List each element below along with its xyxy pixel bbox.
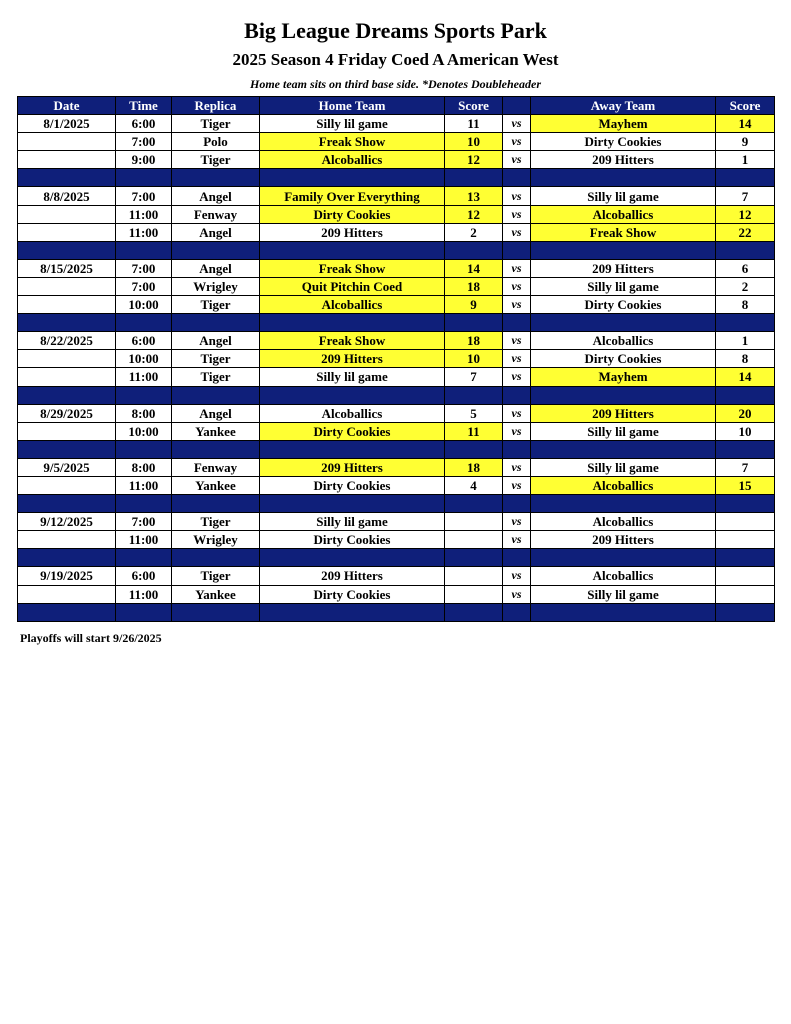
separator-cell: [445, 603, 503, 621]
separator-cell: [18, 495, 116, 513]
away-score: 1: [716, 151, 775, 169]
game-time: 8:00: [116, 404, 172, 422]
separator-cell: [531, 386, 716, 404]
away-team: Dirty Cookies: [531, 133, 716, 151]
separator-cell: [716, 495, 775, 513]
game-date: [18, 476, 116, 494]
game-time: 6:00: [116, 332, 172, 350]
home-score: 11: [445, 422, 503, 440]
separator-cell: [503, 549, 531, 567]
separator-cell: [716, 169, 775, 187]
home-score: 5: [445, 404, 503, 422]
home-team: Dirty Cookies: [260, 531, 445, 549]
vs-label: vs: [503, 133, 531, 151]
vs-label: vs: [503, 404, 531, 422]
column-header: Time: [116, 97, 172, 115]
playoffs-note: Playoffs will start 9/26/2025: [20, 631, 162, 645]
home-score: 2: [445, 223, 503, 241]
game-date: [18, 422, 116, 440]
away-score: [716, 567, 775, 585]
game-date: 9/12/2025: [18, 513, 116, 531]
vs-label: vs: [503, 205, 531, 223]
separator-cell: [172, 169, 260, 187]
away-score: 14: [716, 368, 775, 386]
game-row: [18, 350, 775, 368]
separator-cell: [260, 603, 445, 621]
game-date: [18, 585, 116, 603]
home-team: Alcoballics: [260, 296, 445, 314]
separator-cell: [716, 549, 775, 567]
game-field: Yankee: [172, 422, 260, 440]
separator-cell: [116, 314, 172, 332]
home-team: 209 Hitters: [260, 458, 445, 476]
away-score: 8: [716, 350, 775, 368]
week-separator: [18, 440, 775, 458]
separator-cell: [172, 440, 260, 458]
vs-label: vs: [503, 585, 531, 603]
separator-cell: [260, 314, 445, 332]
home-team: Quit Pitchin Coed: [260, 277, 445, 295]
separator-cell: [531, 314, 716, 332]
separator-cell: [531, 495, 716, 513]
week-separator: [18, 549, 775, 567]
separator-cell: [716, 603, 775, 621]
separator-cell: [116, 603, 172, 621]
game-time: 11:00: [116, 476, 172, 494]
page-title: Big League Dreams Sports Park: [244, 18, 547, 43]
game-field: Angel: [172, 187, 260, 205]
home-score: 12: [445, 151, 503, 169]
vs-label: vs: [503, 296, 531, 314]
game-field: Angel: [172, 223, 260, 241]
away-score: [716, 531, 775, 549]
separator-cell: [445, 314, 503, 332]
separator-cell: [716, 314, 775, 332]
home-team: 209 Hitters: [260, 350, 445, 368]
away-score: 1: [716, 332, 775, 350]
week-separator: [18, 386, 775, 404]
game-time: 7:00: [116, 259, 172, 277]
separator-cell: [716, 386, 775, 404]
home-score: 18: [445, 458, 503, 476]
separator-cell: [116, 241, 172, 259]
game-row: [18, 404, 775, 422]
vs-label: vs: [503, 368, 531, 386]
away-score: 2: [716, 277, 775, 295]
game-date: [18, 223, 116, 241]
separator-cell: [260, 549, 445, 567]
home-score: 10: [445, 350, 503, 368]
separator-cell: [260, 495, 445, 513]
vs-label: vs: [503, 151, 531, 169]
game-row: [18, 368, 775, 386]
separator-cell: [531, 241, 716, 259]
vs-label: vs: [503, 332, 531, 350]
away-score: [716, 585, 775, 603]
game-row: [18, 513, 775, 531]
home-score: [445, 513, 503, 531]
game-row: [18, 296, 775, 314]
separator-cell: [116, 386, 172, 404]
separator-cell: [531, 603, 716, 621]
game-date: [18, 205, 116, 223]
game-row: [18, 205, 775, 223]
game-date: 8/22/2025: [18, 332, 116, 350]
vs-label: vs: [503, 458, 531, 476]
game-field: Wrigley: [172, 277, 260, 295]
column-header: Score: [716, 97, 775, 115]
home-score: 18: [445, 277, 503, 295]
away-team: Dirty Cookies: [531, 296, 716, 314]
game-time: 6:00: [116, 115, 172, 133]
game-field: Angel: [172, 332, 260, 350]
game-field: Angel: [172, 404, 260, 422]
home-team: Family Over Everything: [260, 187, 445, 205]
game-field: Tiger: [172, 296, 260, 314]
game-date: 9/5/2025: [18, 458, 116, 476]
week-separator: [18, 314, 775, 332]
separator-cell: [531, 549, 716, 567]
column-header: Away Team: [531, 97, 716, 115]
separator-cell: [260, 169, 445, 187]
game-field: Fenway: [172, 458, 260, 476]
away-team: 209 Hitters: [531, 151, 716, 169]
game-row: [18, 133, 775, 151]
separator-cell: [445, 495, 503, 513]
game-row: [18, 422, 775, 440]
page-subtitle: 2025 Season 4 Friday Coed A American West: [232, 50, 559, 69]
away-team: Mayhem: [531, 115, 716, 133]
game-field: Tiger: [172, 151, 260, 169]
separator-cell: [503, 169, 531, 187]
away-team: Silly lil game: [531, 585, 716, 603]
separator-cell: [18, 440, 116, 458]
separator-cell: [260, 440, 445, 458]
away-team: Alcoballics: [531, 205, 716, 223]
away-score: 8: [716, 296, 775, 314]
separator-cell: [260, 241, 445, 259]
separator-cell: [445, 169, 503, 187]
home-team: Silly lil game: [260, 368, 445, 386]
game-date: [18, 368, 116, 386]
week-separator: [18, 241, 775, 259]
away-team: Mayhem: [531, 368, 716, 386]
column-header: Date: [18, 97, 116, 115]
separator-cell: [445, 386, 503, 404]
separator-cell: [172, 314, 260, 332]
home-score: [445, 585, 503, 603]
separator-cell: [18, 603, 116, 621]
home-score: 10: [445, 133, 503, 151]
game-field: Yankee: [172, 476, 260, 494]
home-score: [445, 567, 503, 585]
separator-cell: [531, 440, 716, 458]
table-header-row: [18, 97, 775, 115]
away-score: 22: [716, 223, 775, 241]
away-team: Silly lil game: [531, 187, 716, 205]
separator-cell: [116, 495, 172, 513]
home-team: Dirty Cookies: [260, 205, 445, 223]
away-score: 12: [716, 205, 775, 223]
game-date: 8/1/2025: [18, 115, 116, 133]
home-team: Alcoballics: [260, 151, 445, 169]
home-team-note: Home team sits on third base side. *Denotes Doubleheader: [250, 77, 541, 91]
away-team: Silly lil game: [531, 422, 716, 440]
home-score: 9: [445, 296, 503, 314]
schedule-table: [17, 96, 775, 622]
away-team: Alcoballics: [531, 476, 716, 494]
game-field: Tiger: [172, 368, 260, 386]
separator-cell: [531, 169, 716, 187]
game-date: 9/19/2025: [18, 567, 116, 585]
vs-label: vs: [503, 476, 531, 494]
separator-cell: [18, 241, 116, 259]
separator-cell: [116, 549, 172, 567]
game-field: Polo: [172, 133, 260, 151]
game-field: Tiger: [172, 513, 260, 531]
vs-label: vs: [503, 350, 531, 368]
home-score: 18: [445, 332, 503, 350]
separator-cell: [445, 549, 503, 567]
game-row: [18, 259, 775, 277]
separator-cell: [18, 169, 116, 187]
column-header: Replica: [172, 97, 260, 115]
home-score: 12: [445, 205, 503, 223]
game-time: 10:00: [116, 350, 172, 368]
game-time: 11:00: [116, 585, 172, 603]
separator-cell: [716, 241, 775, 259]
separator-cell: [116, 169, 172, 187]
home-team: Dirty Cookies: [260, 585, 445, 603]
game-date: [18, 531, 116, 549]
away-score: 20: [716, 404, 775, 422]
game-date: 8/29/2025: [18, 404, 116, 422]
away-team: Silly lil game: [531, 277, 716, 295]
game-row: [18, 115, 775, 133]
away-team: Alcoballics: [531, 567, 716, 585]
game-row: [18, 332, 775, 350]
vs-label: vs: [503, 259, 531, 277]
game-date: [18, 151, 116, 169]
game-row: [18, 151, 775, 169]
home-team: Dirty Cookies: [260, 476, 445, 494]
vs-label: vs: [503, 277, 531, 295]
away-score: 7: [716, 458, 775, 476]
game-time: 7:00: [116, 187, 172, 205]
away-score: 6: [716, 259, 775, 277]
separator-cell: [172, 603, 260, 621]
separator-cell: [503, 314, 531, 332]
game-date: [18, 350, 116, 368]
column-header: [503, 97, 531, 115]
home-team: Freak Show: [260, 259, 445, 277]
vs-label: vs: [503, 223, 531, 241]
separator-cell: [172, 241, 260, 259]
column-header: Home Team: [260, 97, 445, 115]
away-team: Freak Show: [531, 223, 716, 241]
game-date: 8/8/2025: [18, 187, 116, 205]
separator-cell: [260, 386, 445, 404]
vs-label: vs: [503, 422, 531, 440]
vs-label: vs: [503, 115, 531, 133]
game-row: [18, 567, 775, 585]
game-time: 7:00: [116, 513, 172, 531]
home-team: Alcoballics: [260, 404, 445, 422]
week-separator: [18, 603, 775, 621]
game-time: 11:00: [116, 205, 172, 223]
game-row: [18, 187, 775, 205]
separator-cell: [172, 549, 260, 567]
away-team: 209 Hitters: [531, 404, 716, 422]
away-team: Alcoballics: [531, 332, 716, 350]
home-score: 7: [445, 368, 503, 386]
game-date: [18, 133, 116, 151]
game-field: Tiger: [172, 115, 260, 133]
separator-cell: [445, 241, 503, 259]
home-score: [445, 531, 503, 549]
away-score: 10: [716, 422, 775, 440]
separator-cell: [18, 549, 116, 567]
vs-label: vs: [503, 187, 531, 205]
game-time: 11:00: [116, 368, 172, 386]
away-team: 209 Hitters: [531, 531, 716, 549]
game-time: 6:00: [116, 567, 172, 585]
separator-cell: [716, 440, 775, 458]
away-score: 7: [716, 187, 775, 205]
game-time: 8:00: [116, 458, 172, 476]
game-row: [18, 476, 775, 494]
separator-cell: [503, 241, 531, 259]
week-separator: [18, 495, 775, 513]
game-row: [18, 531, 775, 549]
separator-cell: [116, 440, 172, 458]
game-field: Yankee: [172, 585, 260, 603]
game-row: [18, 223, 775, 241]
game-date: 8/15/2025: [18, 259, 116, 277]
week-separator: [18, 169, 775, 187]
home-score: 4: [445, 476, 503, 494]
game-row: [18, 277, 775, 295]
game-time: 11:00: [116, 223, 172, 241]
home-score: 13: [445, 187, 503, 205]
away-team: Alcoballics: [531, 513, 716, 531]
game-field: Wrigley: [172, 531, 260, 549]
away-score: [716, 513, 775, 531]
separator-cell: [503, 386, 531, 404]
home-team: Dirty Cookies: [260, 422, 445, 440]
column-header: Score: [445, 97, 503, 115]
home-team: 209 Hitters: [260, 567, 445, 585]
vs-label: vs: [503, 567, 531, 585]
game-time: 10:00: [116, 422, 172, 440]
away-team: Silly lil game: [531, 458, 716, 476]
home-team: 209 Hitters: [260, 223, 445, 241]
home-score: 11: [445, 115, 503, 133]
home-team: Freak Show: [260, 133, 445, 151]
away-score: 9: [716, 133, 775, 151]
separator-cell: [503, 495, 531, 513]
game-field: Angel: [172, 259, 260, 277]
vs-label: vs: [503, 513, 531, 531]
game-row: [18, 585, 775, 603]
game-field: Fenway: [172, 205, 260, 223]
separator-cell: [172, 386, 260, 404]
home-team: Silly lil game: [260, 115, 445, 133]
away-team: 209 Hitters: [531, 259, 716, 277]
separator-cell: [18, 314, 116, 332]
game-time: 9:00: [116, 151, 172, 169]
game-field: Tiger: [172, 350, 260, 368]
separator-cell: [503, 440, 531, 458]
away-score: 14: [716, 115, 775, 133]
game-time: 10:00: [116, 296, 172, 314]
separator-cell: [445, 440, 503, 458]
separator-cell: [18, 386, 116, 404]
game-date: [18, 277, 116, 295]
home-team: Freak Show: [260, 332, 445, 350]
separator-cell: [503, 603, 531, 621]
game-time: 11:00: [116, 531, 172, 549]
away-score: 15: [716, 476, 775, 494]
game-date: [18, 296, 116, 314]
game-time: 7:00: [116, 133, 172, 151]
game-row: [18, 458, 775, 476]
game-time: 7:00: [116, 277, 172, 295]
home-score: 14: [445, 259, 503, 277]
separator-cell: [172, 495, 260, 513]
away-team: Dirty Cookies: [531, 350, 716, 368]
vs-label: vs: [503, 531, 531, 549]
home-team: Silly lil game: [260, 513, 445, 531]
game-field: Tiger: [172, 567, 260, 585]
schedule-body: [18, 115, 775, 622]
